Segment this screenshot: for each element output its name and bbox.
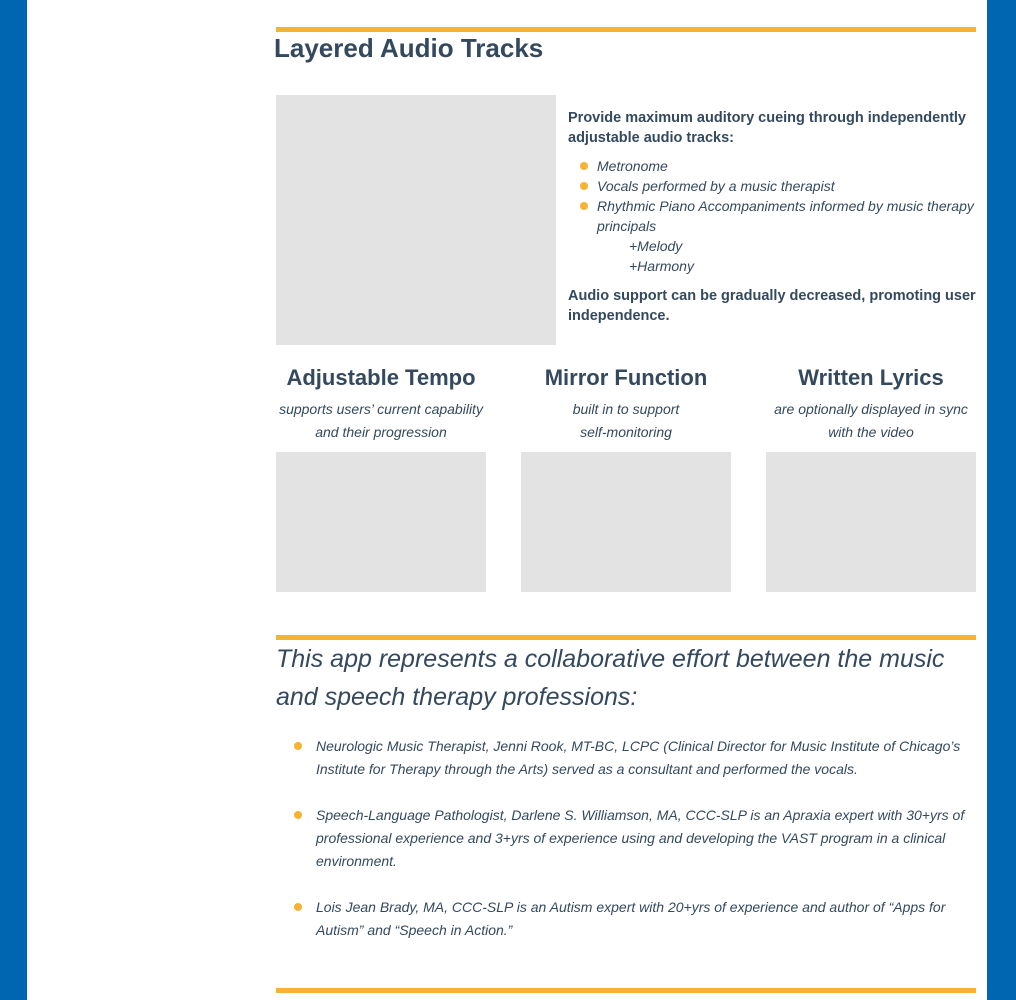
section-divider-top [276,27,976,32]
audio-tracks-description [568,108,980,326]
bullet-icon [294,811,302,819]
bullet-icon [294,903,302,911]
track-item-piano: Rhythmic Piano Accompaniments informed by music therapy principals [568,196,980,236]
page-panel [27,0,987,1000]
tempo-image [276,452,486,592]
bullet-icon [580,182,588,190]
credit-item: Speech-Language Pathologist, Darlene S. Williamson, MA, CCC-SLP is an Apraxia expert with 30+yrs of professional experience and 3+yrs of experience using and developing the VAST program in a clinical environment. [276,804,976,873]
track-item-metronome: Metronome [568,156,980,176]
mirror-image [521,452,731,592]
bullet-icon [580,202,588,210]
feature-description: built in to support self-monitoring [572,401,680,440]
feature-title: Mirror Function [544,365,708,390]
feature-mirror-function [521,362,731,444]
lyrics-image [766,452,976,592]
feature-written-lyrics [766,362,976,444]
feature-description: supports users’ current capability and their progression [279,401,483,440]
outro-text: Audio support can be gradually decreased, promoting user independence. [568,288,976,324]
bullet-icon [294,742,302,750]
credit-item: Lois Jean Brady, MA, CCC-SLP is an Autism expert with 20+yrs of experience and author of “Apps for Autism” and “Speech in Action.” [276,896,976,942]
credits-list [276,735,976,965]
credit-item: Neurologic Music Therapist, Jenni Rook, MT-BC, LCPC (Clinical Director for Music Institute of Chicago’s Institute for Therapy through the Arts) served as a consultant and performed the vocals. [276,735,976,781]
audio-tracks-image [276,95,556,345]
section-title: Layered Audio Tracks [274,33,544,63]
feature-description: are optionally displayed in sync with the video [774,401,968,440]
bullet-icon [580,162,588,170]
track-item-vocals: Vocals performed by a music therapist [568,176,980,196]
section-divider-bottom [276,988,976,993]
feature-title: Written Lyrics [798,365,944,390]
feature-title: Adjustable Tempo [286,365,476,390]
feature-adjustable-tempo [276,362,486,444]
sub-track-harmony: +Harmony [629,258,694,274]
track-list [568,156,980,236]
collaboration-heading: This app represents a collaborative effort between the music and speech therapy professions: [276,645,945,711]
sub-track-melody: +Melody [629,238,683,254]
intro-text: Provide maximum auditory cueing through independently adjustable audio tracks: [568,110,966,146]
